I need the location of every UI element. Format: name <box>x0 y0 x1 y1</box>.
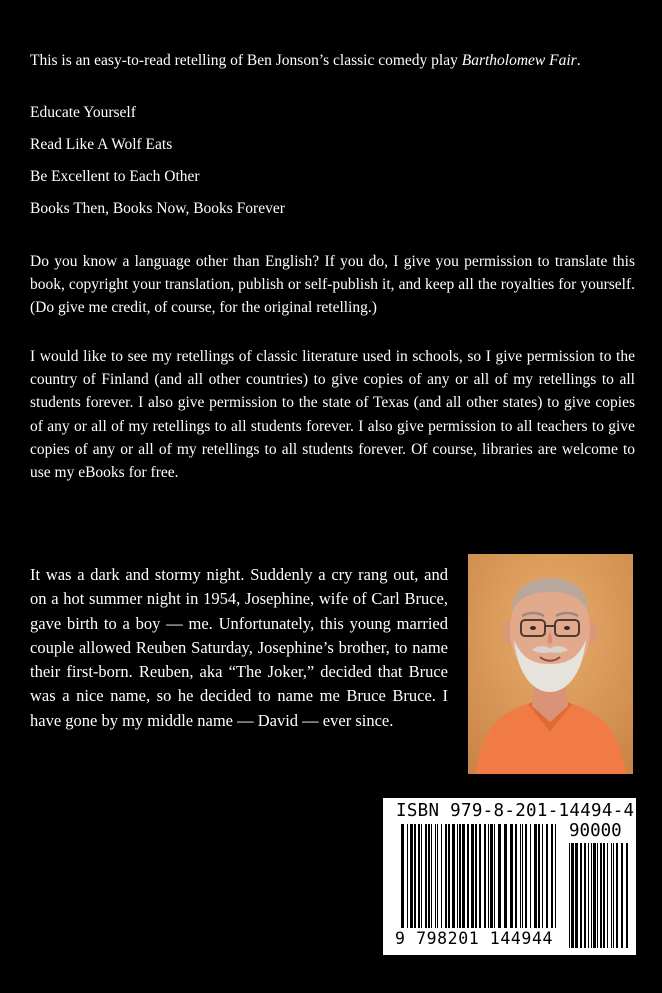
barcode-bar <box>462 824 465 928</box>
barcode-bar <box>616 843 618 948</box>
barcode-bar <box>471 824 474 928</box>
author-photo <box>468 554 633 774</box>
schools-permission-paragraph: I would like to see my retellings of classic literature used in schools, so I give permission to the country of Finland (and all other countries) to give copies of any or all of my retellings to all students forever. I also give permission to the state of Texas (and all other states) to give copies of any or all of my retellings to all students forever. I also give permission to all teachers to give copies of any or all of my retellings to all students forever. Of course, libraries are welcome to use my eBooks for free. <box>30 348 635 482</box>
motto-item: Read Like A Wolf Eats <box>30 136 173 153</box>
author-bio: It was a dark and stormy night. Suddenly a cry rang out, and on a hot summer night in 1954, Josephine, wife of Carl Bruce, gave birth to a boy — me. Unfortunately, this young married couple allowed Reuben Saturday, Josephine’s brother, to name their first-born. Reuben, aka “The Joker,” decided that Bruce was a nice name, so he decided to name me Bruce Bruce. I have gone by my middle name — David — ever since. <box>30 565 448 730</box>
barcode-bar <box>551 824 553 928</box>
book-title: Bartholomew Fair <box>461 52 577 69</box>
barcode-bar <box>457 824 458 928</box>
barcode-bar <box>407 824 408 928</box>
barcode-bar <box>571 843 574 948</box>
barcode-bar <box>555 824 556 928</box>
barcode-bar <box>593 843 596 948</box>
barcode-bar <box>542 824 543 928</box>
barcode-bar <box>591 843 592 948</box>
barcode-bar <box>626 843 628 948</box>
barcode-bar <box>467 824 469 928</box>
barcode-bar <box>603 843 605 948</box>
barcode-bar <box>479 824 481 928</box>
motto-list <box>30 102 630 230</box>
ean-digits: 9 798201 144944 <box>395 929 554 948</box>
barcode-bar <box>575 843 578 948</box>
barcode-bar <box>425 824 427 928</box>
barcode-bar <box>437 824 438 928</box>
barcode-bar <box>534 824 537 928</box>
barcode-bar <box>525 824 527 928</box>
intro-line <box>30 50 640 72</box>
motto-item: Be Excellent to Each Other <box>30 168 200 185</box>
barcode-bar <box>520 824 521 928</box>
barcode-bar <box>504 824 507 928</box>
barcode-bar <box>459 824 461 928</box>
barcode-bar <box>428 824 430 928</box>
motto-item: Educate Yourself <box>30 104 136 121</box>
barcode-bar <box>441 824 442 928</box>
price-addon-number: 90000 <box>569 821 622 841</box>
barcode-bar <box>445 824 447 928</box>
barcode-bar <box>494 824 495 928</box>
barcode-bar <box>418 824 420 928</box>
barcode-bar <box>431 824 432 928</box>
intro-text: This is an easy-to-read retelling of Ben Jonson’s classic comedy play <box>30 52 462 69</box>
barcode-bar <box>490 824 493 928</box>
barcode-bar <box>597 843 598 948</box>
barcode-bar <box>515 824 517 928</box>
barcode-bar <box>498 824 501 928</box>
barcode-bar <box>530 824 531 928</box>
barcode-bar <box>421 824 422 928</box>
barcode-bar <box>522 824 523 928</box>
barcode-bar <box>488 824 489 928</box>
barcode-bar <box>600 843 602 948</box>
barcode-bar <box>452 824 455 928</box>
barcode-bar <box>475 824 477 928</box>
barcode-bar <box>538 824 540 928</box>
barcode-bar <box>414 824 416 928</box>
author-portrait-illustration <box>468 554 633 774</box>
barcode-bar <box>510 824 513 928</box>
barcode-bar <box>580 843 582 948</box>
barcode-bar <box>621 843 623 948</box>
isbn-barcode <box>383 798 636 955</box>
barcode-bar <box>584 843 586 948</box>
motto-item: Books Then, Books Now, Books Forever <box>30 200 285 217</box>
translation-permission-paragraph: Do you know a language other than English? If you do, I give you permission to translate this book, copyright your translation, publish or self-publish it, and keep all the royalties for yourself. (Do give me credit, of course, for the original retelling.) <box>30 253 635 317</box>
barcode-bar <box>448 824 450 928</box>
barcode-bar <box>401 824 404 928</box>
barcode-bar <box>607 843 608 948</box>
barcode-bar <box>569 843 570 948</box>
barcode-bar <box>484 824 486 928</box>
intro-period: . <box>576 52 581 69</box>
barcode-bar <box>546 824 548 928</box>
isbn-label: ISBN 979-8-201-14494-4 <box>396 801 635 821</box>
barcode-bar <box>611 843 612 948</box>
barcode-bar <box>410 824 413 928</box>
barcode-bar <box>588 843 589 948</box>
barcode-bar <box>613 843 614 948</box>
barcode-bar <box>435 824 436 928</box>
